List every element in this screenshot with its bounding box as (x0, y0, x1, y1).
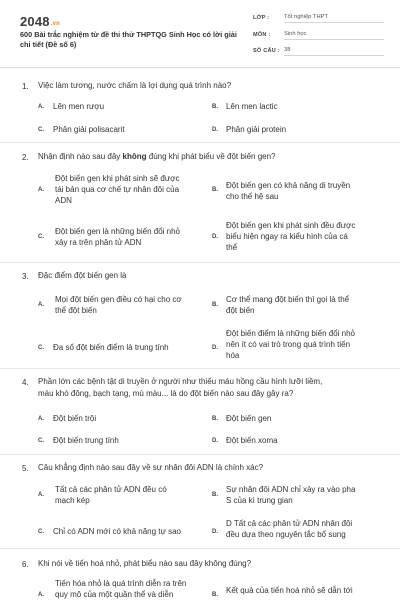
q5-option-b-line-2: S của kì trung gian (226, 496, 293, 505)
q1-option-a[interactable]: Lên men rượu (53, 102, 105, 111)
site-logo[interactable] (20, 14, 60, 29)
q5-option-d-line-1: D Tất cả các phân tử ADN nhân đôi (226, 519, 353, 528)
question-3-text: Đặc điểm đột biến gen là (38, 271, 127, 280)
q5-option-d-line-2: đều dựa theo nguyên tắc bổ sung (226, 530, 346, 539)
question-2-text (38, 151, 383, 163)
q4-option-a-letter: A. (38, 416, 44, 422)
q6-option-a-line-2: quy mô của một quần thể và diễn (55, 590, 174, 599)
q5-option-a-line-2: mạch kép (55, 496, 90, 505)
q2-option-a-line-3: ADN (55, 196, 72, 205)
q2-option-d-line-3: thể (226, 243, 238, 252)
q2-option-d-letter: D. (212, 234, 218, 240)
q6-option-b-letter: B. (212, 592, 218, 598)
q4-option-b[interactable]: Đột biến gen (226, 414, 272, 423)
q5-option-a-letter: A. (38, 492, 44, 498)
q2-option-c[interactable] (55, 226, 205, 248)
q3-option-d-letter: D. (212, 345, 218, 351)
q3-option-a-letter: A. (38, 302, 44, 308)
q2-text-after: đúng khi phát biểu về đột biến gen? (146, 152, 276, 161)
q3-option-c-line-1: Đa số đột biến điểm là trung tính (53, 343, 169, 352)
q2-option-d-line-1: Đột biến gen khi phát sinh đều được (226, 221, 356, 230)
q2-text-before: Nhận định nào sau đây (38, 152, 123, 161)
q1-option-a-letter: A. (38, 104, 44, 110)
document-title: 600 Bài trắc nghiệm từ đề thi thử THPTQG Sinh Học có lời giải chi tiết (Đề số 6) (20, 30, 237, 49)
q2-option-a-letter: A. (38, 187, 44, 193)
q5-option-c-line-1: Chỉ có ADN mới có khả năng tự sao (53, 527, 181, 536)
q2-option-c-line-1: Đột biến gen là những biến đổi nhỏ (55, 227, 181, 236)
q2-text-bold: không (122, 152, 147, 161)
q5-option-c-letter: C. (38, 529, 44, 535)
question-separator (0, 142, 400, 143)
question-6-text: Khi nói về tiến hoá nhỏ, phát biểu nào sau đây không đúng? (38, 559, 252, 568)
q5-option-b-letter: B. (212, 492, 218, 498)
question-3-number: 3. (22, 272, 29, 281)
q3-option-a-line-2: thể đột biến (55, 306, 97, 315)
q2-option-c-line-2: xảy ra trên phân tử ADN (55, 238, 142, 247)
meta-label-subject: MÔN : (253, 32, 271, 38)
q4-option-d-letter: D. (212, 438, 218, 444)
q2-option-a-line-1: Đột biến gen khi phát sinh sẽ được (55, 174, 180, 183)
meta-label-class: LỚP : (253, 15, 270, 21)
q1-option-b[interactable]: Lên men lactic (226, 102, 278, 111)
q5-option-d-letter: D. (212, 529, 218, 535)
q2-option-c-letter: C. (38, 234, 44, 240)
q3-option-a[interactable] (55, 294, 205, 316)
q3-option-c-letter: C. (38, 345, 44, 351)
meta-value-count: 38 (284, 47, 384, 56)
q4-option-b-letter: B. (212, 416, 218, 422)
meta-value-subject: Sinh học (284, 31, 384, 40)
q5-option-a[interactable] (55, 484, 205, 506)
q6-option-a[interactable] (55, 578, 207, 600)
q3-option-d-line-2: nên ít có vai trò trong quá trình tiến (226, 340, 351, 349)
q2-option-d-line-2: biểu hiện ngay ra kiểu hình của cá (226, 232, 348, 241)
question-1-number: 1. (22, 82, 29, 91)
q3-option-d[interactable] (226, 328, 386, 361)
q3-option-c[interactable] (53, 342, 208, 353)
q3-option-b-letter: B. (212, 302, 218, 308)
q4-text-line-1: Phần lớn các bệnh tật di truyền ở người như thiếu máu hồng cầu hình lưỡi liềm, (38, 377, 323, 386)
q6-option-a-letter: A. (38, 592, 44, 598)
q3-option-b-line-1: Cơ thể mang đột biến thì gọi là thể (226, 295, 350, 304)
q3-option-d-line-3: hóa (226, 351, 240, 360)
q6-option-b-line-1: Kết quả của tiến hoá nhỏ sẽ dẫn tới (226, 586, 353, 595)
q1-option-d[interactable]: Phân giải protein (226, 125, 287, 134)
q1-option-c[interactable]: Phân giải polisacarit (53, 125, 125, 134)
question-separator (0, 454, 400, 455)
q3-option-b[interactable] (226, 294, 386, 316)
meta-label-count: SỐ CÂU : (253, 48, 280, 54)
question-1-text: Việc làm tương, nước chấm là lợi dụng quá trình nào? (38, 81, 232, 90)
q6-option-a-line-1: Tiến hóa nhỏ là quá trình diễn ra trên (55, 579, 187, 588)
q4-option-d[interactable]: Đột biến xoma (226, 436, 278, 445)
question-4-text (38, 376, 383, 400)
q3-option-a-line-1: Mọi đột biến gen điều có hại cho cơ (55, 295, 182, 304)
question-2-number: 2. (22, 153, 29, 162)
q5-option-b[interactable] (226, 484, 386, 506)
q6-option-b[interactable] (226, 585, 386, 596)
q1-option-c-letter: C. (38, 127, 44, 133)
q2-option-b-letter: B. (212, 187, 218, 193)
q2-option-b-line-1: Đột biến gen có khả năng di truyền (226, 181, 351, 190)
q4-text-line-2: máu khó đông, bạch tạng, mù màu... là do đột biến nào sau đây gây ra? (38, 389, 294, 398)
q4-option-a[interactable]: Đột biến trội (53, 414, 97, 423)
q2-option-b-line-2: cho thế hệ sau (226, 192, 279, 201)
question-5-number: 5. (22, 464, 29, 473)
meta-value-class: Tốt nghiệp THPT (284, 14, 384, 23)
q5-option-c[interactable] (53, 526, 208, 537)
q1-option-b-letter: B. (212, 104, 218, 110)
q5-option-b-line-1: Sự nhân đôi ADN chỉ xảy ra vào pha (226, 485, 356, 494)
q1-option-d-letter: D. (212, 127, 218, 133)
q5-option-d[interactable] (226, 518, 386, 540)
question-separator (0, 368, 400, 369)
q3-option-b-line-2: đột biến (226, 306, 255, 315)
question-4-number: 4. (22, 378, 29, 387)
question-6-number: 6. (22, 560, 29, 569)
q3-option-d-line-1: Đột biến điểm là những biến đổi nhỏ (226, 329, 355, 338)
document-header (0, 0, 400, 68)
question-separator (0, 548, 400, 549)
q2-option-a[interactable] (55, 173, 205, 206)
q4-option-c-letter: C. (38, 438, 44, 444)
logo-main: 2048 (20, 14, 50, 29)
logo-suffix: .vn (50, 21, 61, 27)
q5-option-a-line-1: Tất cả các phân tử ADN đều có (55, 485, 167, 494)
q2-option-d[interactable] (226, 220, 386, 253)
q4-option-c[interactable]: Đột biến trung tính (53, 436, 119, 445)
question-separator (0, 262, 400, 263)
q2-option-a-line-2: tái bản qua cơ chế tự nhân đôi của (55, 185, 180, 194)
question-5-text: Câu khẳng định nào sau đây về sự nhân đôi ADN là chính xác? (38, 463, 264, 472)
q2-option-b[interactable] (226, 180, 386, 202)
